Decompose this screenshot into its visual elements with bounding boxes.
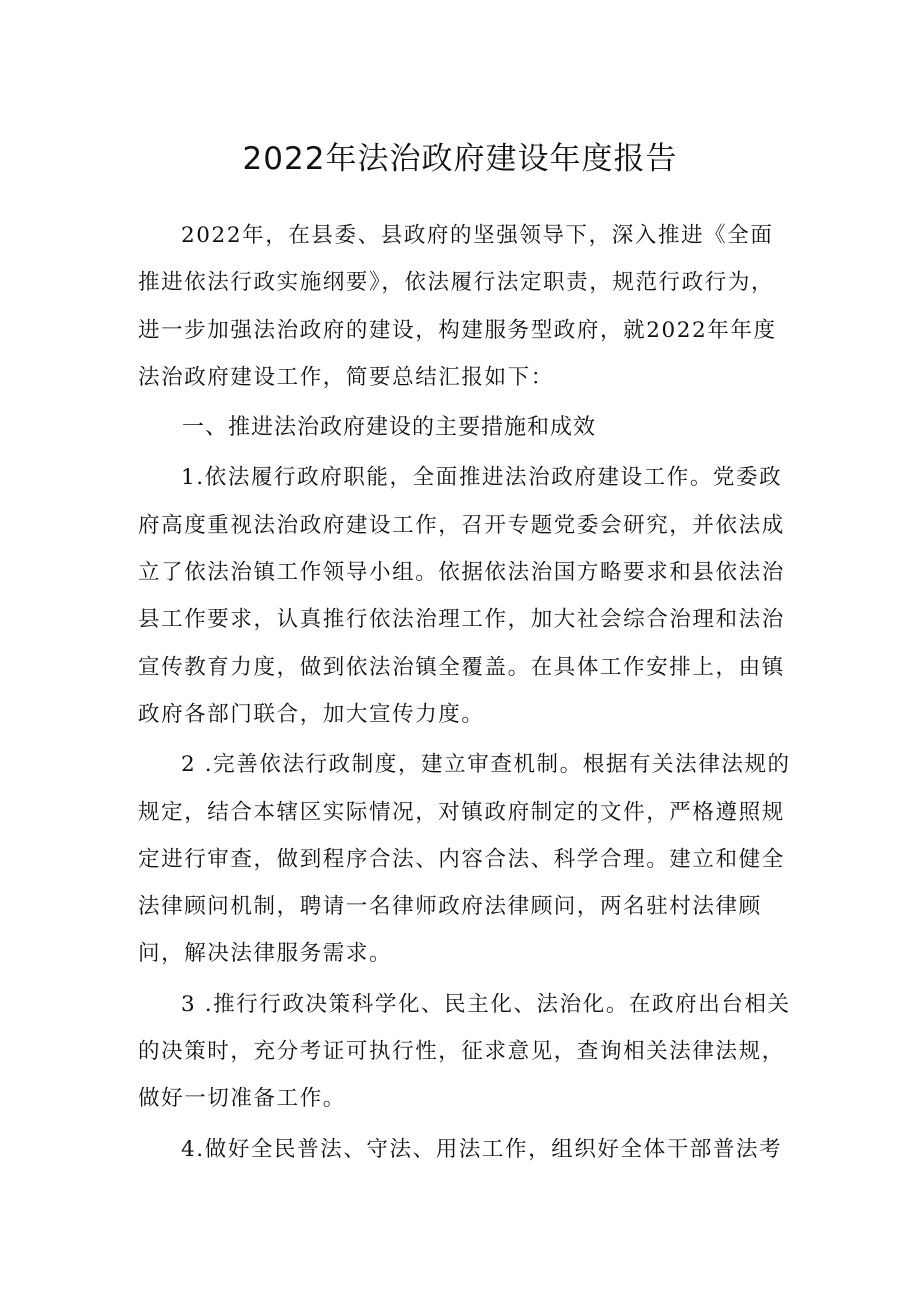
document-body [138, 212, 794, 1176]
item-2-paragraph: 2 .完善依法行政制度，建立审查机制。根据有关法律法规的规定，结合本辖区实际情况，对镇政府制定的文件，严格遵照规定进行审查，做到程序合法、内容合法、科学合理。建立和健全法律顾问机制，聘请一名律师政府法律顾问，两名驻村法律顾问，解决法律服务需求。 [138, 752, 791, 967]
section-heading: 一、推进法治政府建设的主要措施和成效 [182, 415, 597, 441]
intro-paragraph: 2022年，在县委、县政府的坚强领导下，深入推进《全面推进依法行政实施纲要》，依法履行法定职责，规范行政行为，进一步加强法治政府的建设，构建服务型政府，就2022年年度法治政府建设工作，简要总结汇报如下： [138, 223, 777, 390]
document-title: 2022年法治政府建设年度报告 [242, 141, 678, 177]
item-3-paragraph: 3 .推行行政决策科学化、民主化、法治化。在政府出台相关的决策时，充分考证可执行性，征求意见，查询相关法律法规，做好一切准备工作。 [138, 991, 791, 1112]
item-4-paragraph: 4.做好全民普法、守法、用法工作，组织好全体干部普法考 [181, 1136, 783, 1162]
item-1-paragraph: 1.依法履行政府职能，全面推进法治政府建设工作。党委政府高度重视法治政府建设工作，召开专题党委会研究，并依法成立了依法治镇工作领导小组。依据依法治国方略要求和县依法治县工作要求，认真推行依法治理工作，加大社会综合治理和法治宣传教育力度，做到依法治镇全覆盖。在具体工作安排上，由镇政府各部门联合，加大宣传力度。 [138, 465, 785, 727]
